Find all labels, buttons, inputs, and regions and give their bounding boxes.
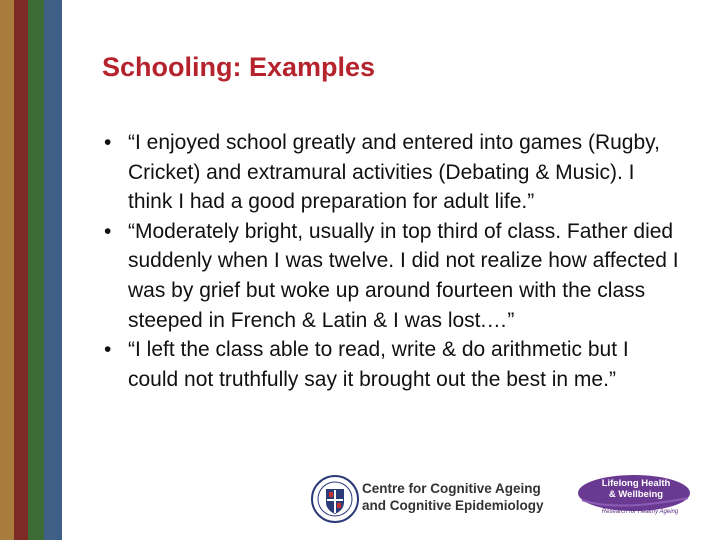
bullet-list bbox=[104, 128, 684, 394]
lhw-tagline: Research for Healthy Ageing bbox=[601, 509, 679, 515]
bullet-item bbox=[104, 335, 684, 394]
centre-line-2: and Cognitive Epidemiology bbox=[362, 498, 544, 513]
bullet-icon: • bbox=[104, 131, 112, 154]
bullet-item bbox=[104, 128, 684, 217]
centre-line-1: Centre for Cognitive Ageing bbox=[362, 481, 541, 496]
bullet-text: “I enjoyed school greatly and entered into games (Rugby, Cricket) and extramural activities (Debating & Music). I think I had a good preparation for adult life.” bbox=[128, 131, 660, 214]
lhw-line-2: & Wellbeing bbox=[608, 489, 664, 500]
bullet-item bbox=[104, 217, 684, 335]
lhw-logo-text bbox=[588, 478, 684, 500]
stripe-blue bbox=[44, 0, 62, 540]
stripe-maroon bbox=[14, 0, 28, 540]
centre-logo-text bbox=[362, 480, 544, 514]
lhw-line-1: Lifelong Health bbox=[601, 478, 671, 489]
decorative-side-stripes bbox=[0, 0, 62, 540]
stripe-green bbox=[28, 0, 44, 540]
slide-title: Schooling: Examples bbox=[102, 52, 376, 82]
bullet-icon: • bbox=[104, 338, 112, 362]
bullet-text: “I left the class able to read, write & do arithmetic but I could not truthfully say it brought out the best in me.” bbox=[128, 338, 629, 391]
stripe-gold bbox=[0, 0, 14, 540]
university-crest-icon bbox=[310, 474, 360, 524]
footer-logos bbox=[300, 468, 710, 528]
bullet-text: “Moderately bright, usually in top third of class. Father died suddenly when I was twelve. I did not realize how affected I was by grief but woke up around fourteen with the class steeped in French & Latin & I was lost.…” bbox=[128, 219, 679, 332]
bullet-icon: • bbox=[104, 219, 112, 243]
